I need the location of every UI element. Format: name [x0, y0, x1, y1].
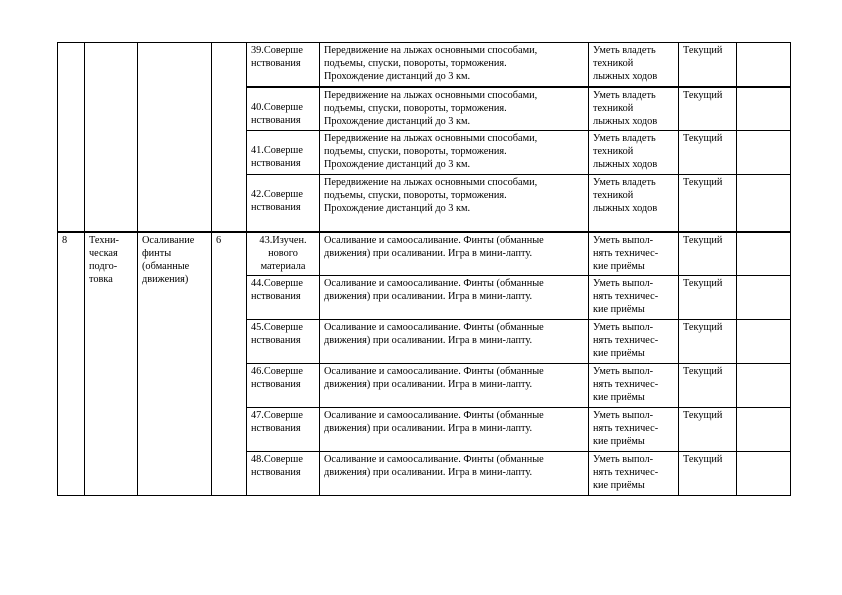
hours-cell: 6: [212, 232, 247, 496]
section-cell: Техни- ческая подго- товка: [85, 232, 138, 496]
skill-cell: Уметь выпол- нять техничес- кие приёмы: [589, 364, 679, 408]
lesson-cell: 45.Соверше нствования: [247, 320, 320, 364]
hours-cell: [212, 43, 247, 232]
control-cell: Текущий: [679, 87, 737, 131]
skill-cell: Уметь владеть техникой лыжных ходов: [589, 175, 679, 232]
skill-cell: Уметь владеть техникой лыжных ходов: [589, 43, 679, 87]
content-cell: Осаливание и самоосаливание. Финты (обманные движения) при осаливании. Игра в мини-лапту.: [320, 364, 589, 408]
notes-cell: [737, 131, 791, 175]
content-cell: Осаливание и самоосаливание. Финты (обманные движения) при осаливании. Игра в мини-лапту.: [320, 276, 589, 320]
skill-cell: Уметь выпол- нять техничес- кие приёмы: [589, 408, 679, 452]
notes-cell: [737, 320, 791, 364]
lesson-cell: 41.Соверше нствования: [247, 131, 320, 175]
content-cell: Осаливание и самоосаливание. Финты (обманные движения) при осаливании. Игра в мини-лапту.: [320, 452, 589, 496]
skill-cell: Уметь выпол- нять техничес- кие приёмы: [589, 276, 679, 320]
content-cell: Передвижение на лыжах основными способами, подъемы, спуски, повороты, торможения. Прохождение дистанций до 3 км.: [320, 131, 589, 175]
skill-cell: Уметь выпол- нять техничес- кие приёмы: [589, 452, 679, 496]
notes-cell: [737, 87, 791, 131]
notes-cell: [737, 43, 791, 87]
lesson-plan-table: [57, 42, 791, 496]
control-cell: Текущий: [679, 408, 737, 452]
control-cell: Текущий: [679, 175, 737, 232]
lesson-cell: 46.Соверше нствования: [247, 364, 320, 408]
lesson-cell: 42.Соверше нствования: [247, 175, 320, 232]
notes-cell: [737, 276, 791, 320]
content-cell: Передвижение на лыжах основными способами, подъемы, спуски, повороты, торможения. Прохождение дистанций до 3 км.: [320, 175, 589, 232]
number-cell: [58, 43, 85, 232]
skill-cell: Уметь владеть техникой лыжных ходов: [589, 87, 679, 131]
content-cell: Осаливание и самоосаливание. Финты (обманные движения) при осаливании. Игра в мини-лапту.: [320, 320, 589, 364]
table-row: [58, 43, 791, 87]
notes-cell: [737, 364, 791, 408]
control-cell: Текущий: [679, 452, 737, 496]
lesson-cell: 39.Соверше нствования: [247, 43, 320, 87]
lesson-cell: 40.Соверше нствования: [247, 87, 320, 131]
content-cell: Передвижение на лыжах основными способами, подъемы, спуски, повороты, торможения. Прохождение дистанций до 3 км.: [320, 43, 589, 87]
content-cell: Осаливание и самоосаливание. Финты (обманные движения) при осаливании. Игра в мини-лапту.: [320, 232, 589, 276]
control-cell: Текущий: [679, 364, 737, 408]
control-cell: Текущий: [679, 232, 737, 276]
skill-cell: Уметь владеть техникой лыжных ходов: [589, 131, 679, 175]
lesson-cell: 43.Изучен. нового материала: [247, 232, 320, 276]
control-cell: Текущий: [679, 131, 737, 175]
control-cell: Текущий: [679, 43, 737, 87]
topic-cell: [138, 43, 212, 232]
content-cell: Передвижение на лыжах основными способами, подъемы, спуски, повороты, торможения. Прохождение дистанций до 3 км.: [320, 87, 589, 131]
notes-cell: [737, 408, 791, 452]
control-cell: Текущий: [679, 320, 737, 364]
control-cell: Текущий: [679, 276, 737, 320]
notes-cell: [737, 232, 791, 276]
skill-cell: Уметь выпол- нять техничес- кие приёмы: [589, 320, 679, 364]
notes-cell: [737, 175, 791, 232]
section-cell: [85, 43, 138, 232]
skill-cell: Уметь выпол- нять техничес- кие приёмы: [589, 232, 679, 276]
lesson-cell: 47.Соверше нствования: [247, 408, 320, 452]
lesson-cell: 44.Соверше нствования: [247, 276, 320, 320]
notes-cell: [737, 452, 791, 496]
table-row: [58, 232, 791, 276]
topic-cell: Осаливание финты (обманные движения): [138, 232, 212, 496]
number-cell: 8: [58, 232, 85, 496]
content-cell: Осаливание и самоосаливание. Финты (обманные движения) при осаливании. Игра в мини-лапту.: [320, 408, 589, 452]
lesson-cell: 48.Соверше нствования: [247, 452, 320, 496]
